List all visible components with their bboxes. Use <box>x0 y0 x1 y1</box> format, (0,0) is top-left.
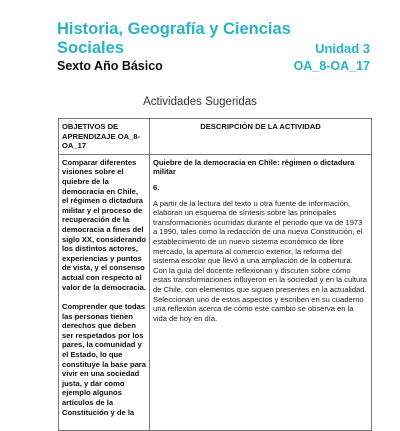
objective-text: Comparar diferentes visiones sobre el quiebre de la democracia en Chile, el régimen o dictadura militar y el proceso de recuperación de la democracia a fines del siglo XX, considerando los distintos actores, experiencias y puntos de vista, y el consenso actual con respecto al valor de la democracia. <box>62 157 146 292</box>
objectives-header: OBJETIVOS DE APRENDIZAJE OA_8-OA_17 <box>59 119 150 155</box>
table-row <box>59 154 372 430</box>
activity-body: A partir de la lectura del texto u otra fuente de información, elaboran un esquema de síntesis sobre las principales transformaciones ocurridas durante el periodo que va de 1973 a 1990, tales como la redacción de una nueva Constitución, el establecimiento de un nuevo sistema económico de libre mercado, la apertura al comercio exterior, la reforma del sistema escolar que llevó a una ampliación de la cobertura. Con la guía del docente reflexionan y discuten sobre cómo estas transformaciones influyeron en la sociedad y en la cultura de Chile, con elementos que siguen presentes en la actualidad. Seleccionan uno de estos aspectos y escriben en su cuaderno una reflexión acerca de cómo este cambio se observa en la vida de hoy en día. <box>153 198 368 323</box>
grade-label: Sexto Año Básico <box>57 59 163 73</box>
subject-title: Historia, Geografía y Ciencias Sociales <box>57 20 291 57</box>
activities-table <box>58 118 372 431</box>
activity-number: 6. <box>153 182 160 192</box>
objectives-cell <box>59 154 150 430</box>
table-header-row <box>59 119 372 155</box>
description-cell <box>150 154 372 430</box>
oa-range-label: OA_8-OA_17 <box>293 59 370 73</box>
objective-text: Comprender que todas las personas tienen derechos que deben ser respetados por los pares, la comunidad y el Estado, lo que constituye la base para vivir en una sociedad justa, y dar como ejemplo algunos artículos de la Constitución y de la <box>62 302 146 417</box>
unit-label: Unidad 3 <box>315 41 370 56</box>
activity-title: Quiebre de la democracia en Chile: régimen o dictadura militar <box>153 157 355 177</box>
section-title: Actividades Sugeridas <box>143 96 257 108</box>
description-header: DESCRIPCIÓN DE LA ACTIVIDAD <box>150 119 372 155</box>
